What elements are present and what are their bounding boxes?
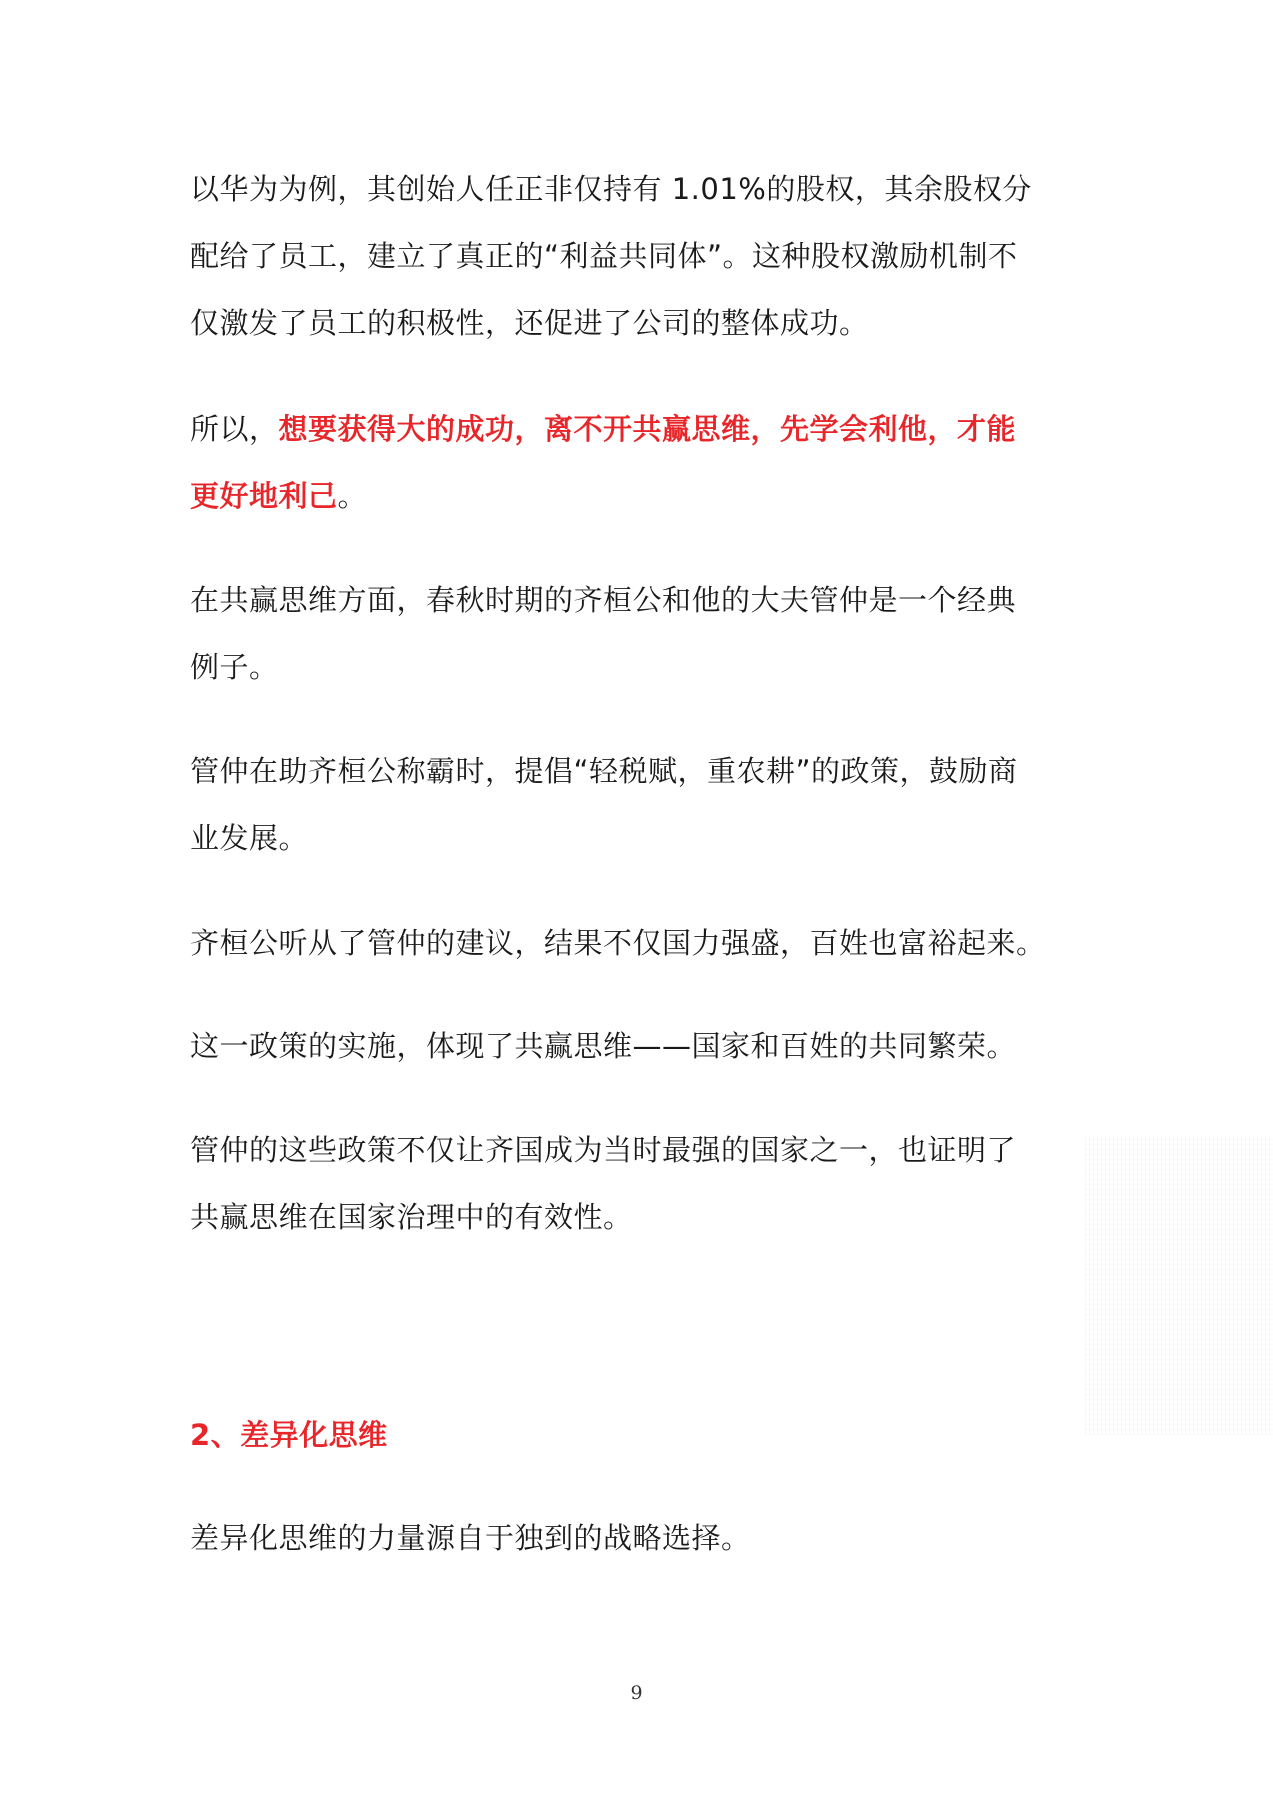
conclusion-prefix: 所以， <box>190 412 279 446</box>
paragraph-governance <box>190 1117 1080 1251</box>
paragraph-huawei-example <box>190 156 1080 357</box>
text-line: 以华为为例，其创始人任正非仅持有 1.01%的股权，其余股权分 <box>190 172 1032 206</box>
text-line: 管仲在助齐桓公称霸时，提倡“轻税赋，重农耕”的政策，鼓励商 <box>190 754 1018 788</box>
text-line <box>190 463 1080 530</box>
text-line: 共赢思维在国家治理中的有效性。 <box>190 1200 633 1234</box>
text-line: 仅激发了员工的积极性，还促进了公司的整体成功。 <box>190 306 869 340</box>
paragraph-result <box>190 910 1080 977</box>
paragraph-policy-implementation <box>190 1013 1080 1080</box>
text-line: 例子。 <box>190 650 279 684</box>
section-heading: 2、差异化思维 <box>190 1418 388 1452</box>
conclusion-suffix: 。 <box>337 479 368 513</box>
highlighted-text: 更好地利己 <box>190 479 338 513</box>
scan-texture <box>1085 1135 1273 1435</box>
page-number: 9 <box>630 1682 643 1704</box>
text-line: 业发展。 <box>190 821 309 855</box>
text-line: 差异化思维的力量源自于独到的战略选择。 <box>190 1521 751 1555</box>
text-line: 配给了员工，建立了真正的“利益共同体”。这种股权激励机制不 <box>190 239 1018 273</box>
paragraph-conclusion <box>190 396 1080 530</box>
highlighted-text: 想要获得大的成功，离不开共赢思维，先学会利他，才能 <box>278 412 1017 446</box>
text-line: 齐桓公听从了管仲的建议，结果不仅国力强盛，百姓也富裕起来。 <box>190 926 1046 960</box>
paragraph-guanzhong-policy <box>190 738 1080 872</box>
text-line: 在共赢思维方面，春秋时期的齐桓公和他的大夫管仲是一个经典 <box>190 583 1017 617</box>
paragraph-differentiation <box>190 1505 1080 1572</box>
paragraph-guanzhong-intro <box>190 567 1080 701</box>
text-line: 这一政策的实施，体现了共赢思维——国家和百姓的共同繁荣。 <box>190 1029 1017 1063</box>
text-line: 管仲的这些政策不仅让齐国成为当时最强的国家之一，也证明了 <box>190 1133 1017 1167</box>
text-line <box>190 396 1080 463</box>
